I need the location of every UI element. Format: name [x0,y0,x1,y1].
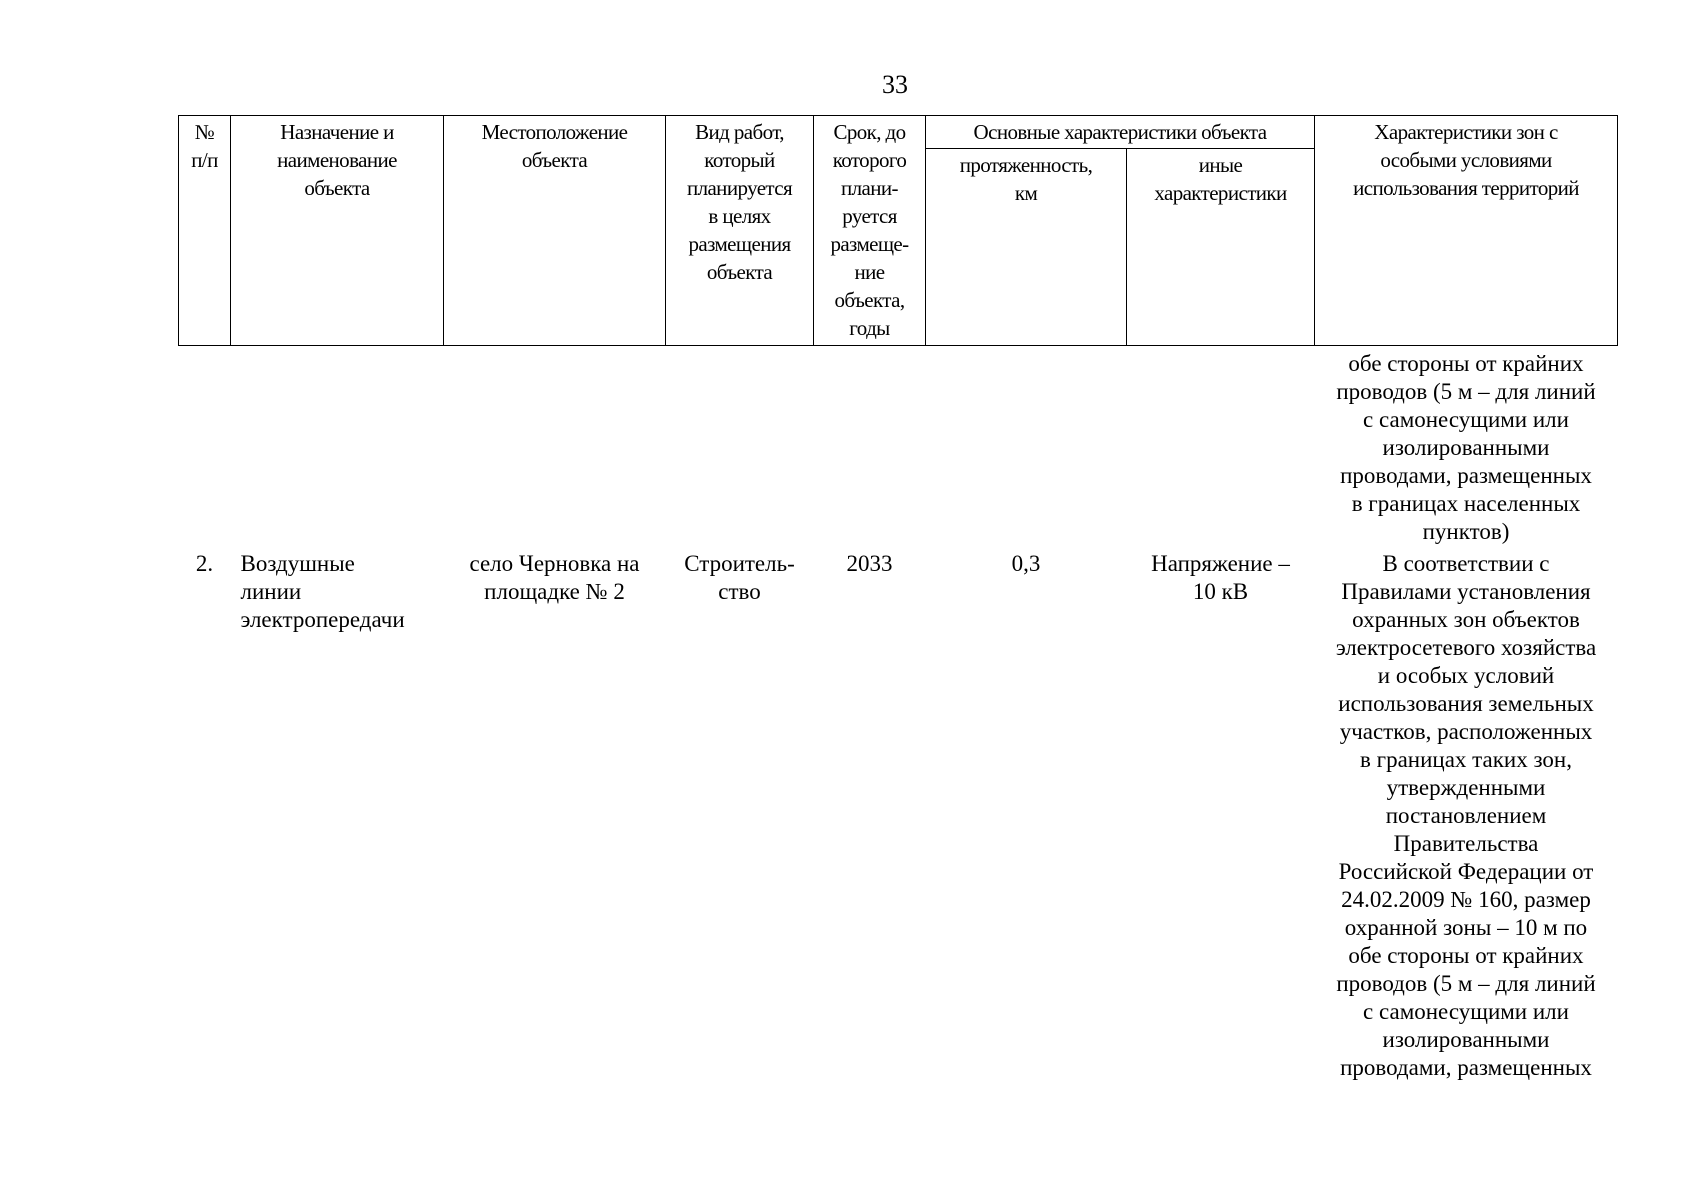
header-deadline: Срок, до которого плани- руется размеще- ние объекта, годы [814,116,926,346]
table-row [179,546,1618,1082]
row-name: Воздушные линии электропередачи [240,551,405,632]
header-zones: Характеристики зон с особыми условиями использования территорий [1315,116,1618,346]
row-deadline: 2033 [846,551,893,576]
header-other-characteristics: иные характеристики [1127,149,1315,346]
objects-table [178,115,1618,1082]
header-main-characteristics: Основные характеристики объекта [926,116,1315,149]
header-work-type: Вид работ, который планируется в целях размещения объекта [666,116,814,346]
header-location: Местоположение объекта [444,116,666,346]
row-length: 0,3 [1011,551,1041,576]
header-name: Назначение и наименование объекта [231,116,444,346]
zones-continuation-text: обе стороны от крайних проводов (5 м – для линий с самонесущими или изолированными проводами, размещенных в границах населенных пунктов) [1336,351,1596,544]
header-num: № п/п [179,116,231,346]
row-zones: В соответствии с Правилами установления охранных зон объектов электросетевого хозяйства и особых условий использования земельных участков, расположенных в границах таких зон, утвержденными постановлением Правительства Российской Федерации от 24.02.2009 № 160, размер охранной зоны – 10 м по обе стороны от крайних проводов (5 м – для линий с самонесущими или изолированными проводами, размещенных [1335,551,1597,1080]
header-length: протяженность, км [926,149,1127,346]
page-number: 33 [882,70,908,99]
row-num: 2. [195,551,214,576]
row-other-characteristics: Напряжение – 10 кВ [1151,551,1290,604]
continuation-row [179,346,1618,547]
row-location: село Черновка на площадке № 2 [469,551,640,604]
row-work-type: Строитель- ство [684,551,795,604]
